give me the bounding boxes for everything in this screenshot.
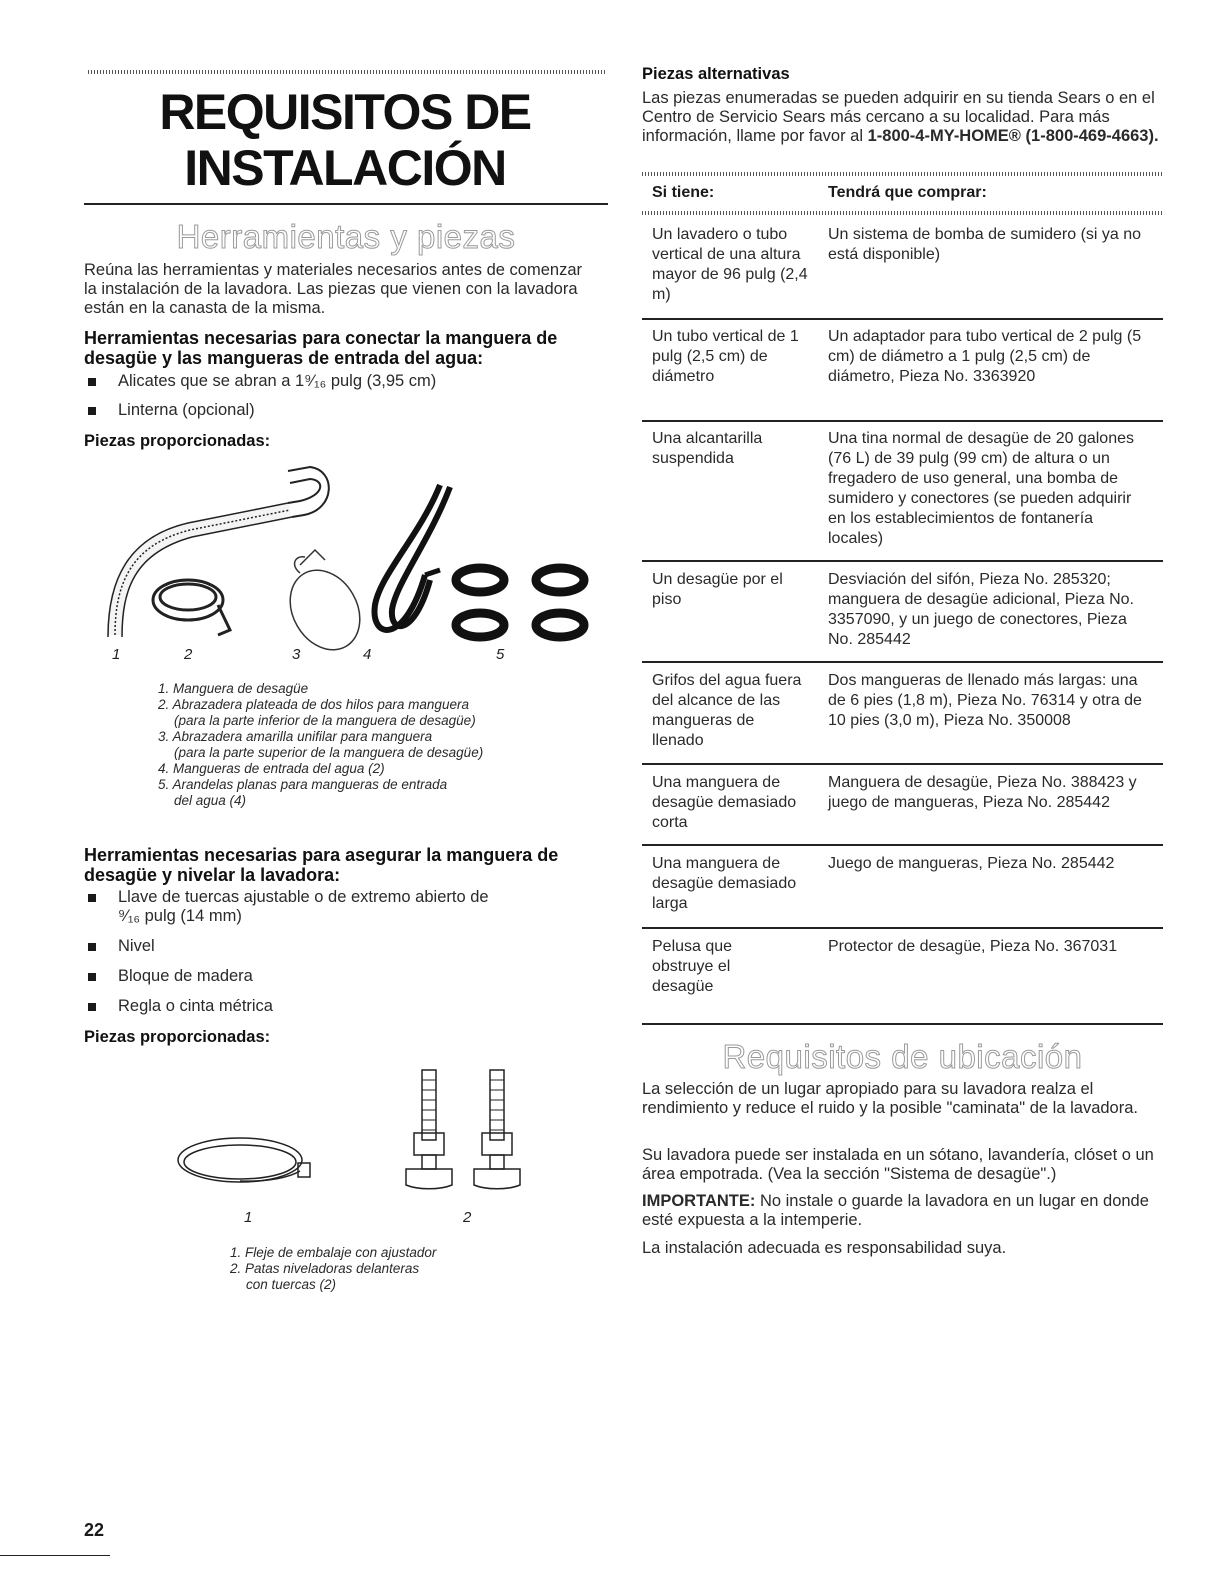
tools2-item-line: Llave de tuercas ajustable o de extremo abierto de bbox=[118, 888, 489, 906]
alt-parts-text: Las piezas enumeradas se pueden adquirir en su tienda Sears o en el Centro de Servicio Sears más cercano a su localidad. Para más información, llame por favor al bbox=[642, 89, 1155, 145]
table-row-rule bbox=[642, 927, 1163, 929]
location-top-rule bbox=[642, 1023, 1163, 1025]
tools2-item bbox=[84, 888, 604, 926]
important-label: IMPORTANTE: bbox=[642, 1192, 756, 1210]
title-line-2: INSTALACIÓN bbox=[184, 140, 506, 196]
figure2-captions bbox=[230, 1245, 550, 1293]
table-cell-buy: Juego de mangueras, Pieza No. 285442 bbox=[828, 855, 1115, 872]
table-cell-have: Un lavadero o tubo vertical de una altura mayor de 96 pulg (2,4 m) bbox=[652, 226, 808, 303]
table-cell-have: Pelusa que obstruye el desagüe bbox=[652, 938, 733, 995]
bullet-icon bbox=[88, 407, 96, 415]
table-cell-have: Un desagüe por el piso bbox=[652, 571, 783, 608]
bullet-icon bbox=[88, 378, 96, 386]
table-cell-buy: Manguera de desagüe, Pieza No. 388423 y juego de mangueras, Pieza No. 285442 bbox=[828, 774, 1137, 811]
tools1-item-label: Alicates que se abran a 1⁹⁄₁₆ pulg (3,95 cm) bbox=[118, 372, 437, 390]
section-heading-location: Requisitos de ubicación bbox=[722, 1038, 1083, 1075]
table-row-rule bbox=[642, 560, 1163, 562]
figure2-number: 1 bbox=[244, 1209, 253, 1226]
caption-line: (para la parte inferior de la manguera de desagüe) bbox=[174, 713, 476, 728]
tools2-item bbox=[84, 967, 604, 986]
table-cell-buy: Protector de desagüe, Pieza No. 367031 bbox=[828, 938, 1118, 955]
parts-illustration-1 bbox=[100, 465, 610, 660]
caption-line: 2. Patas niveladoras delanteras bbox=[230, 1261, 420, 1276]
table-row-rule bbox=[642, 661, 1163, 663]
location-paragraph-3 bbox=[642, 1192, 1162, 1230]
tools2-item bbox=[84, 997, 604, 1016]
caption-line: 2. Abrazadera plateada de dos hilos para manguera bbox=[158, 697, 469, 712]
tools2-item bbox=[84, 937, 604, 956]
tools1-item bbox=[84, 372, 604, 391]
silver-clamp-illustration bbox=[153, 580, 230, 635]
caption-line: 4. Mangueras de entrada del agua (2) bbox=[158, 761, 385, 776]
table-cell-have: Grifos del agua fuera del alcance de las mangueras de llenado bbox=[652, 672, 802, 749]
figure1-number: 3 bbox=[292, 646, 301, 663]
table-cell-buy: Un sistema de bomba de sumidero (si ya no está disponible) bbox=[828, 226, 1142, 263]
title-top-rule bbox=[88, 70, 606, 74]
tools1-item bbox=[84, 401, 604, 420]
title-line-1: REQUISITOS DE bbox=[159, 84, 531, 140]
table-cell-buy: Un adaptador para tubo vertical de 2 pulg (5 cm) de diámetro a 1 pulg (2,5 cm) de diámetro, Pieza No. 3363920 bbox=[828, 328, 1142, 385]
alt-parts-heading: Piezas alternativas bbox=[642, 65, 790, 83]
bullet-icon bbox=[88, 1003, 96, 1011]
tools2-item-line: ⁹⁄₁₆ pulg (14 mm) bbox=[118, 907, 242, 925]
table-cell-have: Un tubo vertical de 1 pulg (2,5 cm) de diámetro bbox=[652, 328, 799, 385]
figure1-number: 2 bbox=[184, 646, 193, 663]
parts-illustration-2 bbox=[170, 1065, 530, 1200]
bullet-icon bbox=[88, 894, 96, 902]
figure1-number: 4 bbox=[363, 646, 372, 663]
caption-line: 1. Fleje de embalaje con ajustador bbox=[230, 1245, 437, 1260]
location-paragraph-2: Su lavadora puede ser instalada en un sótano, lavandería, clóset o un área empotrada. (Vea la sección "Sistema de desagüe".) bbox=[642, 1146, 1154, 1183]
figure1-captions bbox=[158, 681, 578, 809]
table-top-rule bbox=[642, 172, 1163, 176]
table-header-have: Si tiene: bbox=[652, 184, 715, 201]
caption-line: 1. Manguera de desagüe bbox=[158, 681, 309, 696]
footer-rule bbox=[0, 1555, 110, 1556]
tools2-item-label: Regla o cinta métrica bbox=[118, 997, 273, 1015]
figure1-number: 1 bbox=[112, 646, 121, 663]
alt-parts-phone: 1-800-4-MY-HOME® (1-800-469-4663). bbox=[867, 127, 1159, 145]
page-number: 22 bbox=[84, 1520, 105, 1540]
bullet-icon bbox=[88, 943, 96, 951]
tools2-item-label bbox=[118, 888, 489, 926]
table-header-rule bbox=[642, 211, 1163, 215]
table-cell-have: Una alcantarilla suspendida bbox=[652, 430, 763, 467]
table-row-rule bbox=[642, 420, 1163, 422]
page-title bbox=[84, 84, 606, 196]
figure2-number: 2 bbox=[463, 1209, 472, 1226]
caption-line: del agua (4) bbox=[174, 793, 247, 808]
alt-parts-paragraph bbox=[642, 89, 1164, 146]
table-cell-buy: Dos mangueras de llenado más largas: una de 6 pies (1,8 m), Pieza No. 76314 y otra de 10 pies (3,0 m), Pieza No. 350008 bbox=[828, 672, 1142, 729]
tools2-item-label: Nivel bbox=[118, 937, 155, 955]
washers-illustration bbox=[456, 568, 584, 637]
important-text: No instale o guarde la lavadora en un lugar en donde esté expuesta a la intemperie. bbox=[642, 1192, 1149, 1229]
yellow-clamp-illustration bbox=[276, 550, 373, 660]
section-heading-tools-parts: Herramientas y piezas bbox=[176, 218, 516, 255]
strap-illustration bbox=[178, 1138, 310, 1182]
table-cell-buy: Una tina normal de desagüe de 20 galones (76 L) de 39 pulg (99 cm) de altura o un fregadero de uso general, una bomba de sumidero y conectores (se pueden adquirir en los establecimientos de fontanería locales) bbox=[828, 430, 1134, 547]
caption-line: 3. Abrazadera amarilla unifilar para manguera bbox=[158, 729, 433, 744]
table-cell-have: Una manguera de desagüe demasiado corta bbox=[652, 774, 797, 831]
table-row-rule bbox=[642, 763, 1163, 765]
table-cell-have: Una manguera de desagüe demasiado larga bbox=[652, 855, 797, 912]
caption-line: con tuercas (2) bbox=[246, 1277, 337, 1292]
location-paragraph-1: La selección de un lugar apropiado para su lavadora realza el rendimiento y reduce el ruido y la posible "caminata" de la lavadora. bbox=[642, 1080, 1138, 1117]
table-cell-buy: Desviación del sifón, Pieza No. 285320; manguera de desagüe adicional, Pieza No. 3357090, y un juego de conectores, Pieza No. 285442 bbox=[828, 571, 1134, 648]
tools1-heading: Herramientas necesarias para conectar la manguera de desagüe y las mangueras de entrada del agua: bbox=[84, 328, 558, 368]
table-row-rule bbox=[642, 318, 1163, 320]
caption-line: (para la parte superior de la manguera de desagüe) bbox=[174, 745, 484, 760]
intro-paragraph: Reúna las herramientas y materiales necesarios antes de comenzar la instalación de la lavadora. Las piezas que vienen con la lavadora están en la canasta de la misma. bbox=[84, 261, 582, 317]
tools1-item-label: Linterna (opcional) bbox=[118, 401, 255, 419]
figure1-number: 5 bbox=[496, 646, 505, 663]
parts2-heading: Piezas proporcionadas: bbox=[84, 1028, 271, 1046]
inlet-hoses-illustration bbox=[375, 485, 450, 630]
location-paragraph-4: La instalación adecuada es responsabilidad suya. bbox=[642, 1239, 1007, 1257]
tools2-item-label: Bloque de madera bbox=[118, 967, 253, 985]
table-header-buy: Tendrá que comprar: bbox=[828, 184, 987, 201]
table-row-rule bbox=[642, 844, 1163, 846]
tools2-heading: Herramientas necesarias para asegurar la manguera de desagüe y nivelar la lavadora: bbox=[84, 845, 559, 885]
bullet-icon bbox=[88, 973, 96, 981]
title-bottom-rule bbox=[84, 203, 608, 205]
leveling-legs-illustration bbox=[406, 1070, 520, 1189]
caption-line: 5. Arandelas planas para mangueras de entrada bbox=[158, 777, 448, 792]
parts1-heading: Piezas proporcionadas: bbox=[84, 432, 271, 450]
